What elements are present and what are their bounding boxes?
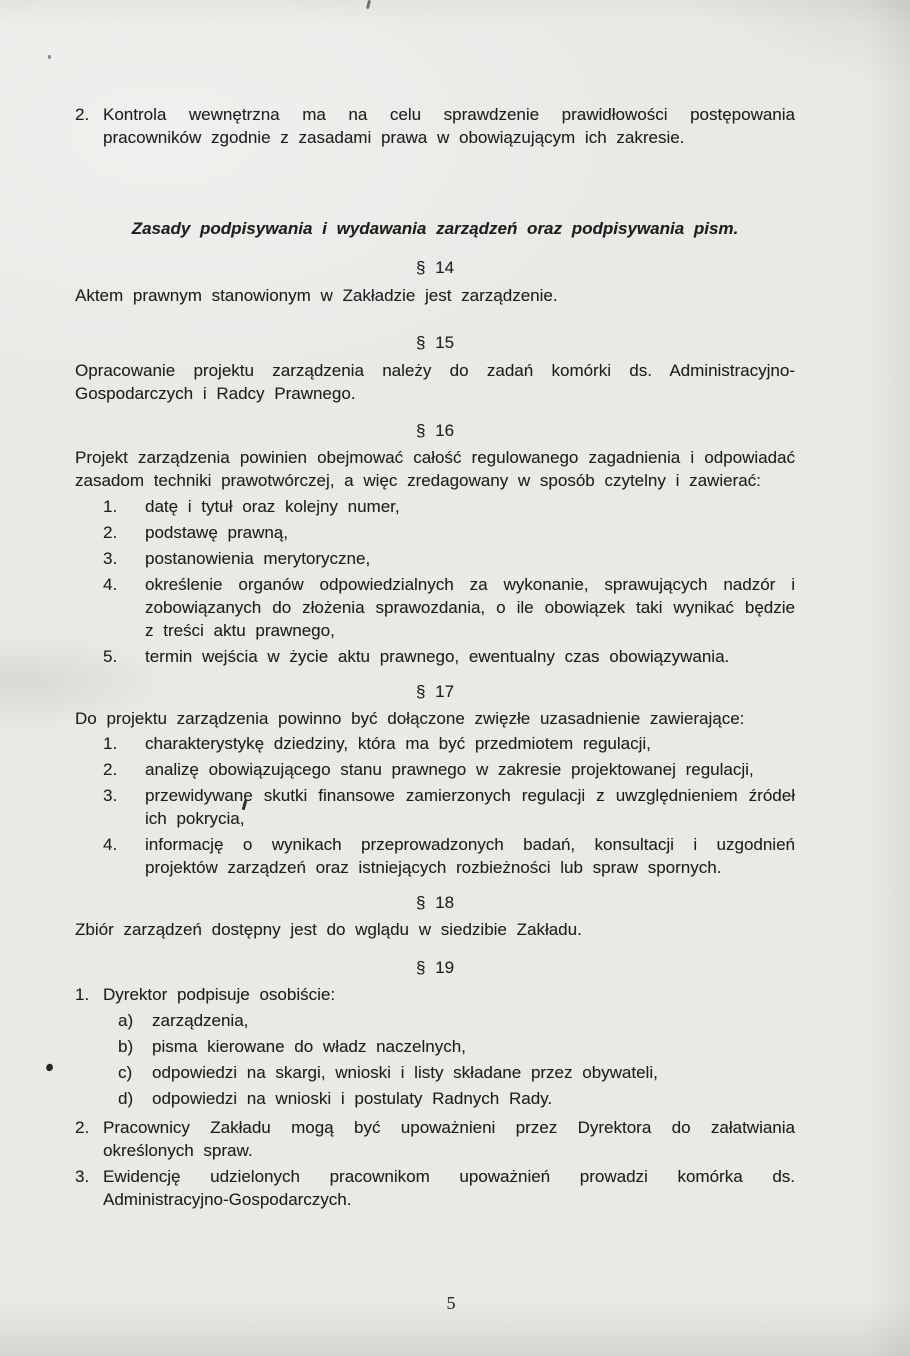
section-heading: Zasady podpisywania i wydawania zarządzeń oraz podpisywania pism.: [131, 219, 739, 238]
item-text: charakterystykę dziedziny, która ma być przedmiotem regulacji,: [145, 734, 651, 753]
item-text: informację o wynikach przeprowadzonych badań, konsultacji i uzgodnień projektów zarządzeń oraz istniejących rozbieżności lub spraw spornych.: [145, 835, 795, 877]
top-numbered-item: [75, 103, 795, 149]
item-number: 2.: [75, 105, 90, 124]
sublist-item: [118, 1087, 795, 1110]
page-number: 5: [446, 1293, 456, 1313]
paragraph-mark-19: § 19: [415, 958, 455, 977]
item-text: datę i tytuł oraz kolejny numer,: [145, 497, 400, 516]
item-text: Ewidencję udzielonych pracownikom upoważnień prowadzi komórka ds. Administracyjno-Gospodarczych.: [103, 1167, 795, 1209]
list-item: [75, 1165, 795, 1211]
item-number: 1.: [75, 985, 90, 1004]
item-number: 2.: [75, 1118, 90, 1137]
item-text: postanowienia merytoryczne,: [145, 549, 371, 568]
list-item: [103, 833, 795, 879]
list-item: [103, 521, 795, 544]
paragraph-mark-15: § 15: [415, 333, 455, 352]
item-text: pisma kierowane do władz naczelnych,: [152, 1037, 466, 1056]
item-number: 5.: [103, 647, 118, 666]
paragraph-mark-16: § 16: [415, 421, 455, 440]
paragraph-mark-18: § 18: [415, 893, 455, 912]
list-item: [103, 758, 795, 781]
list-17: [103, 732, 795, 879]
item-text: podstawę prawną,: [145, 523, 288, 542]
list-item: [103, 495, 795, 518]
item-number: 2.: [103, 760, 118, 779]
sublist-item: [118, 1061, 795, 1084]
list-16: [103, 495, 795, 668]
item-number: 1.: [103, 497, 118, 516]
item-text-label: Dyrektor podpisuje osobiście:: [103, 985, 336, 1004]
item-text: [103, 983, 795, 1113]
item-number: 3.: [103, 786, 118, 805]
sublist-19-1: [118, 1009, 795, 1110]
paragraph-intro-16: Projekt zarządzenia powinien obejmować całość regulowanego zagadnienia i odpowiadać zasadom techniki prawotwórczej, a więc zredagowany w sposób czytelny i zawierać:: [75, 448, 795, 490]
list-item: [103, 784, 795, 830]
item-number: 4.: [103, 835, 118, 854]
item-text: przewidywane skutki finansowe zamierzonych regulacji z uwzględnieniem źródeł ich pokrycia,: [145, 786, 795, 828]
list-item: [103, 645, 795, 668]
item-text: analizę obowiązującego stanu prawnego w zakresie projektowanej regulacji,: [145, 760, 754, 779]
item-letter: d): [118, 1089, 134, 1108]
document-content: [75, 103, 795, 1214]
item-number: 3.: [75, 1167, 90, 1186]
item-number: 4.: [103, 575, 118, 594]
paragraph-body-15: Opracowanie projektu zarządzenia należy do zadań komórki ds. Administracyjno-Gospodarczych i Radcy Prawnego.: [75, 361, 795, 403]
item-number: 1.: [103, 734, 118, 753]
sublist-item: [118, 1009, 795, 1032]
item-text: Pracownicy Zakładu mogą być upoważnieni przez Dyrektora do załatwiania określonych spraw.: [103, 1118, 795, 1160]
paragraph-mark-17: § 17: [415, 682, 455, 701]
list-item: [103, 573, 795, 642]
list-item: [103, 732, 795, 755]
paragraph-body-14: Aktem prawnym stanowionym w Zakładzie jest zarządzenie.: [75, 286, 558, 305]
sublist-item: [118, 1035, 795, 1058]
list-item: [75, 1116, 795, 1162]
scan-mark-top: [366, 0, 371, 9]
item-text: odpowiedzi na skargi, wnioski i listy składane przez obywateli,: [152, 1063, 658, 1082]
item-text: określenie organów odpowiedzialnych za wykonanie, sprawujących nadzór i zobowiązanych do złożenia sprawozdania, o ile obowiązek taki wynikać będzie z treści aktu prawnego,: [145, 575, 795, 640]
list-19: [75, 983, 795, 1211]
item-text: termin wejścia w życie aktu prawnego, ewentualny czas obowiązywania.: [145, 647, 730, 666]
paragraph-intro-17: Do projektu zarządzenia powinno być dołączone zwięzłe uzasadnienie zawierające:: [75, 709, 745, 728]
list-item: [75, 983, 795, 1113]
item-letter: c): [118, 1063, 133, 1082]
item-letter: a): [118, 1011, 134, 1030]
item-number: 3.: [103, 549, 118, 568]
scan-speck-small: [48, 55, 51, 59]
item-text: Kontrola wewnętrzna ma na celu sprawdzenie prawidłowości postępowania pracowników zgodnie z zasadami prawa w obowiązującym ich zakresie.: [103, 105, 795, 147]
paragraph-mark-14: § 14: [415, 258, 455, 277]
paragraph-body-18: Zbiór zarządzeń dostępny jest do wglądu w siedzibie Zakładu.: [75, 920, 582, 939]
item-number: 2.: [103, 523, 118, 542]
scan-speck-large: [45, 1063, 54, 1072]
item-letter: b): [118, 1037, 134, 1056]
list-item: [103, 547, 795, 570]
item-text: zarządzenia,: [152, 1011, 249, 1030]
item-text: odpowiedzi na wnioski i postulaty Radnych Rady.: [152, 1089, 553, 1108]
